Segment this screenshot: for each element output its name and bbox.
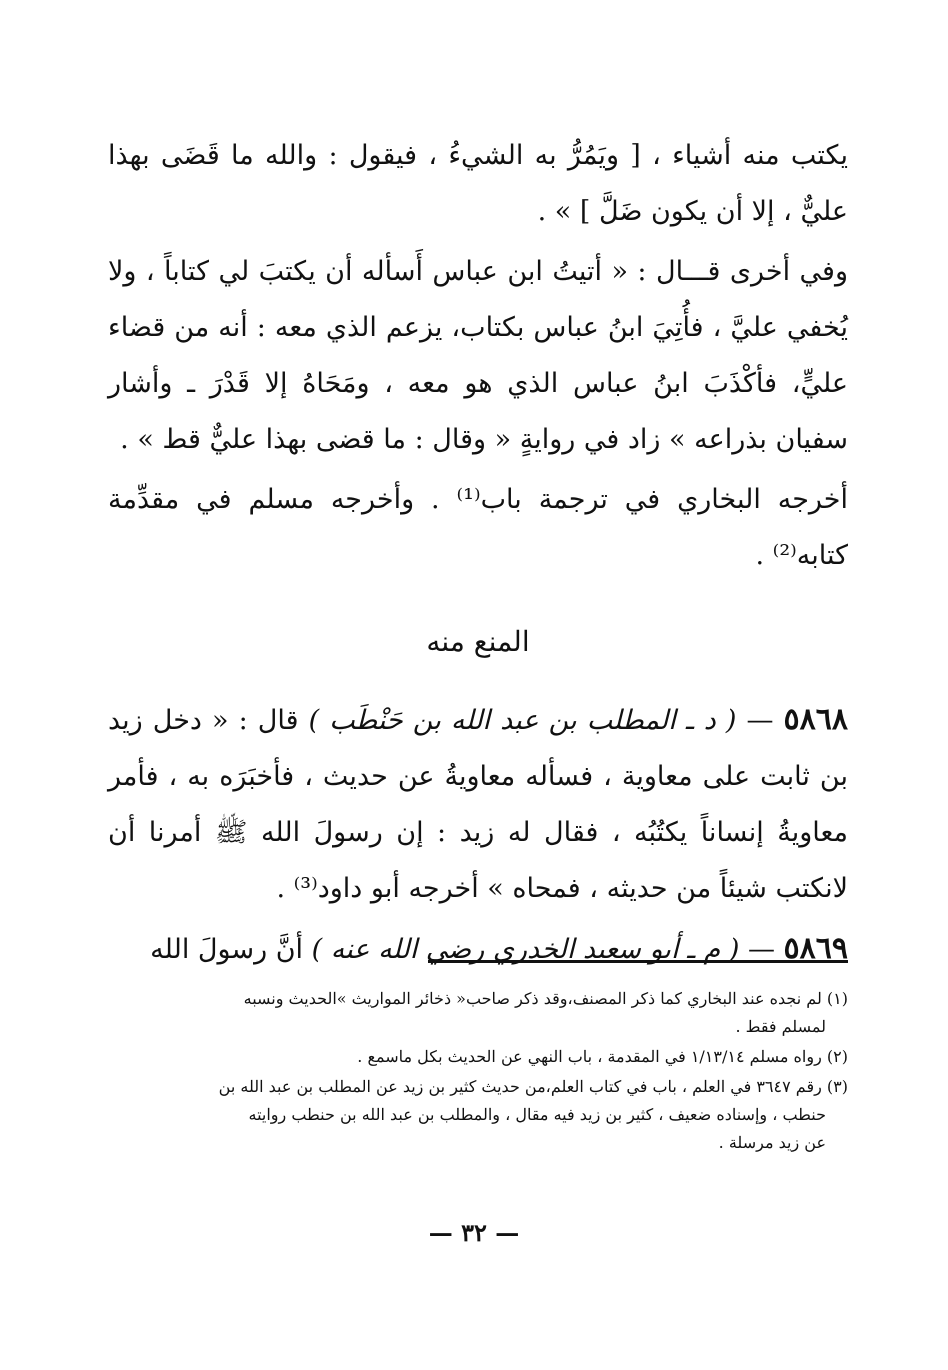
page-number: — ٣٢ — (428, 1218, 520, 1247)
paragraph-another-narration: وفي أخرى قـــال : « أتيتُ ابن عباس أَسأله أن يكتبَ لي كتاباً ، ولا يُخفي عليَّ ، فأُتِيَ ابنُ عباس بكتاب، يزعم الذي معه : أنه من قضاء عليٍّ، فأكْذَبَ ابنُ عباس الذي هو معه ، ومَحَاهُ إلا قَدْرَ ـ وأشار سفيان بذراعه » زاد في روايةٍ « وقال : ما قضى بهذا عليٌّ قط » . (108, 256, 848, 455)
footnote-text-cont: عن زيد مرسلة . (718, 1133, 826, 1152)
hadith-narrator: ( م ـ أبو سعيد الخدري رضي الله عنه ) (311, 934, 740, 965)
section-heading: المنع منه (426, 625, 530, 658)
hadith-5868 (108, 692, 848, 917)
footnote-divider (428, 960, 848, 963)
footnote-text-cont: حنطب ، وإسناده ضعيف ، كثير بن زيد فيه مقال ، والمطلب بن عبد الله بن حنطب روايته (248, 1105, 826, 1124)
hadith-number: ٥٨٦٨ (783, 702, 848, 737)
hadith-5869 (108, 921, 848, 978)
hadith-dash: — (747, 934, 775, 965)
footnote-marker: (٣) (826, 1077, 848, 1096)
footnote-marker: (٢) (826, 1047, 848, 1066)
footnotes (103, 985, 848, 1159)
footnote-marker: (١) (826, 989, 848, 1008)
paragraph-takhrij: أخرجه البخاري في ترجمة باب⁽¹⁾ . وأخرجه مسلم في مقدِّمة كتابه⁽²⁾ . (108, 484, 848, 571)
footnote-text: رواه مسلم ١/١٣/١٤ في المقدمة ، باب النهي عن الحديث بكل ماسمع . (357, 1047, 822, 1066)
paragraph-continuation: يكتب منه أشياء ، [ ويَمُرُّ به الشيءُ ، فيقول : والله ما قَضَى بهذا عليٌّ ، إلا أن يكون ضَلَّ ] » . (108, 140, 848, 227)
footnote-2 (103, 1043, 848, 1071)
hadith-number: ٥٨٦٩ (783, 931, 848, 966)
footnote-text: رقم ٣٦٤٧ في العلم ، باب في كتاب العلم،من حديث كثير بن زيد عن المطلب بن عبد الله بن (218, 1077, 822, 1096)
footnote-text-cont: لمسلم فقط . (735, 1017, 826, 1036)
hadith-narrator: ( د ـ المطلب بن عبد الله بن حَنْطَب ) (308, 705, 737, 736)
hadith-dash: — (746, 705, 774, 736)
hadith-text: قال : « دخل زيد بن ثابت على معاوية ، فسأله معاويةُ عن حديث ، فأخبَرَه به ، فأمر معاويةُ إنساناً يكتُبُه ، فقال له زيد : إن رسولَ الله ﷺ أمرنا أن لانكتب شيئاً من حديثه ، فمحاه » أخرجه أبو داود⁽³⁾ . (108, 705, 848, 904)
footnote-3 (103, 1073, 848, 1157)
footnote-1 (103, 985, 848, 1041)
hadith-text: أنَّ رسولَ الله (150, 934, 304, 965)
main-text (108, 128, 848, 982)
footnote-text: لم نجده عند البخاري كما ذكر المصنف،وقد ذكر صاحب« ذخائر المواريث »الحديث ونسبه (243, 989, 822, 1008)
